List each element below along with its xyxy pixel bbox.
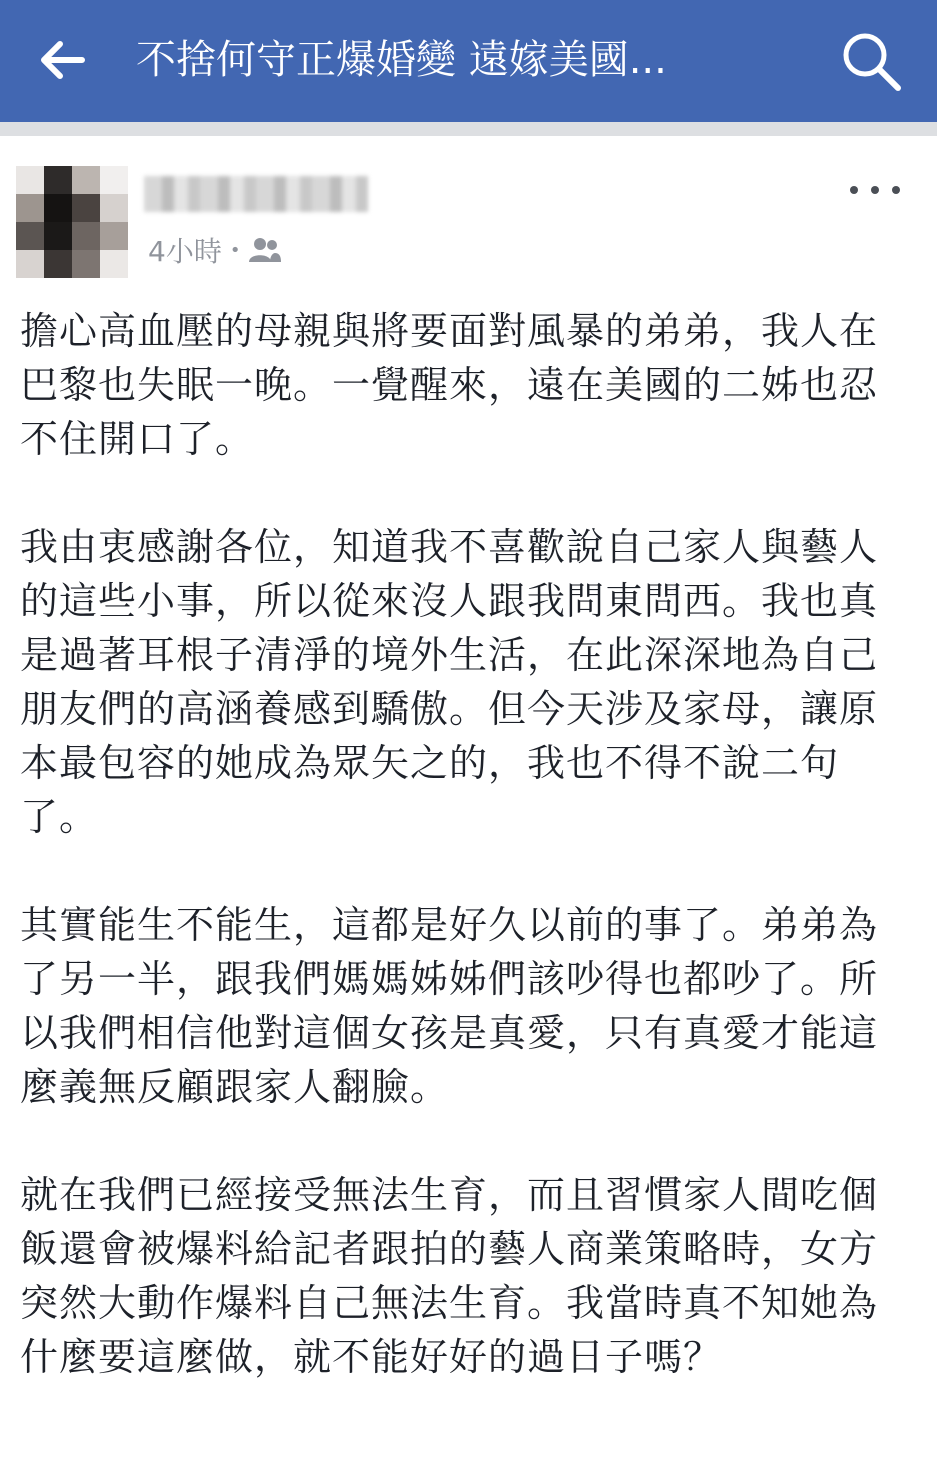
section-divider xyxy=(0,122,937,136)
post-paragraph: 我由衷感謝各位，知道我不喜歡說自己家人與藝人的這些小事，所以從來沒人跟我問東問西。我也真是過著耳根子清淨的境外生活，在此深深地為自己朋友們的高涵養感到驕傲。但今天涉及家母，讓原本最包容的她成為眾矢之的，我也不得不說二句了。 xyxy=(20,525,879,839)
back-button[interactable] xyxy=(36,34,88,86)
post-card xyxy=(0,136,937,1481)
top-app-bar xyxy=(0,0,937,122)
search-button[interactable] xyxy=(838,28,904,94)
post-paragraph: 其實能生不能生，這都是好久以前的事了。弟弟為了另一半，跟我們媽媽姊姊們該吵得也都吵了。所以我們相信他對這個女孩是真愛，只有真愛才能這麼義無反顧跟家人翻臉。 xyxy=(20,903,879,1109)
search-icon xyxy=(838,28,904,94)
author-name[interactable] xyxy=(144,176,368,212)
avatar[interactable] xyxy=(16,166,128,278)
post-time[interactable]: 4小時 xyxy=(148,235,222,268)
post-meta xyxy=(148,232,282,268)
friends-icon xyxy=(248,237,282,263)
more-options-button[interactable] xyxy=(850,180,900,200)
more-horizontal-icon xyxy=(850,186,858,194)
meta-separator: • xyxy=(229,239,241,261)
post-paragraph: 擔心高血壓的母親與將要面對風暴的弟弟，我人在巴黎也失眠一晚。一覺醒來，遠在美國的二姊也忍不住開口了。 xyxy=(20,309,879,461)
post-paragraph: 就在我們已經接受無法生育，而且習慣家人間吃個飯還會被爆料給記者跟拍的藝人商業策略時，女方突然大動作爆料自己無法生育。我當時真不知她為什麼要這麼做，就不能好好的過日子嗎？ xyxy=(20,1173,879,1379)
post-body xyxy=(20,304,900,1438)
page-title: 不捨何守正爆婚變 遠嫁美國... xyxy=(136,37,667,83)
arrow-left-icon xyxy=(36,34,88,86)
